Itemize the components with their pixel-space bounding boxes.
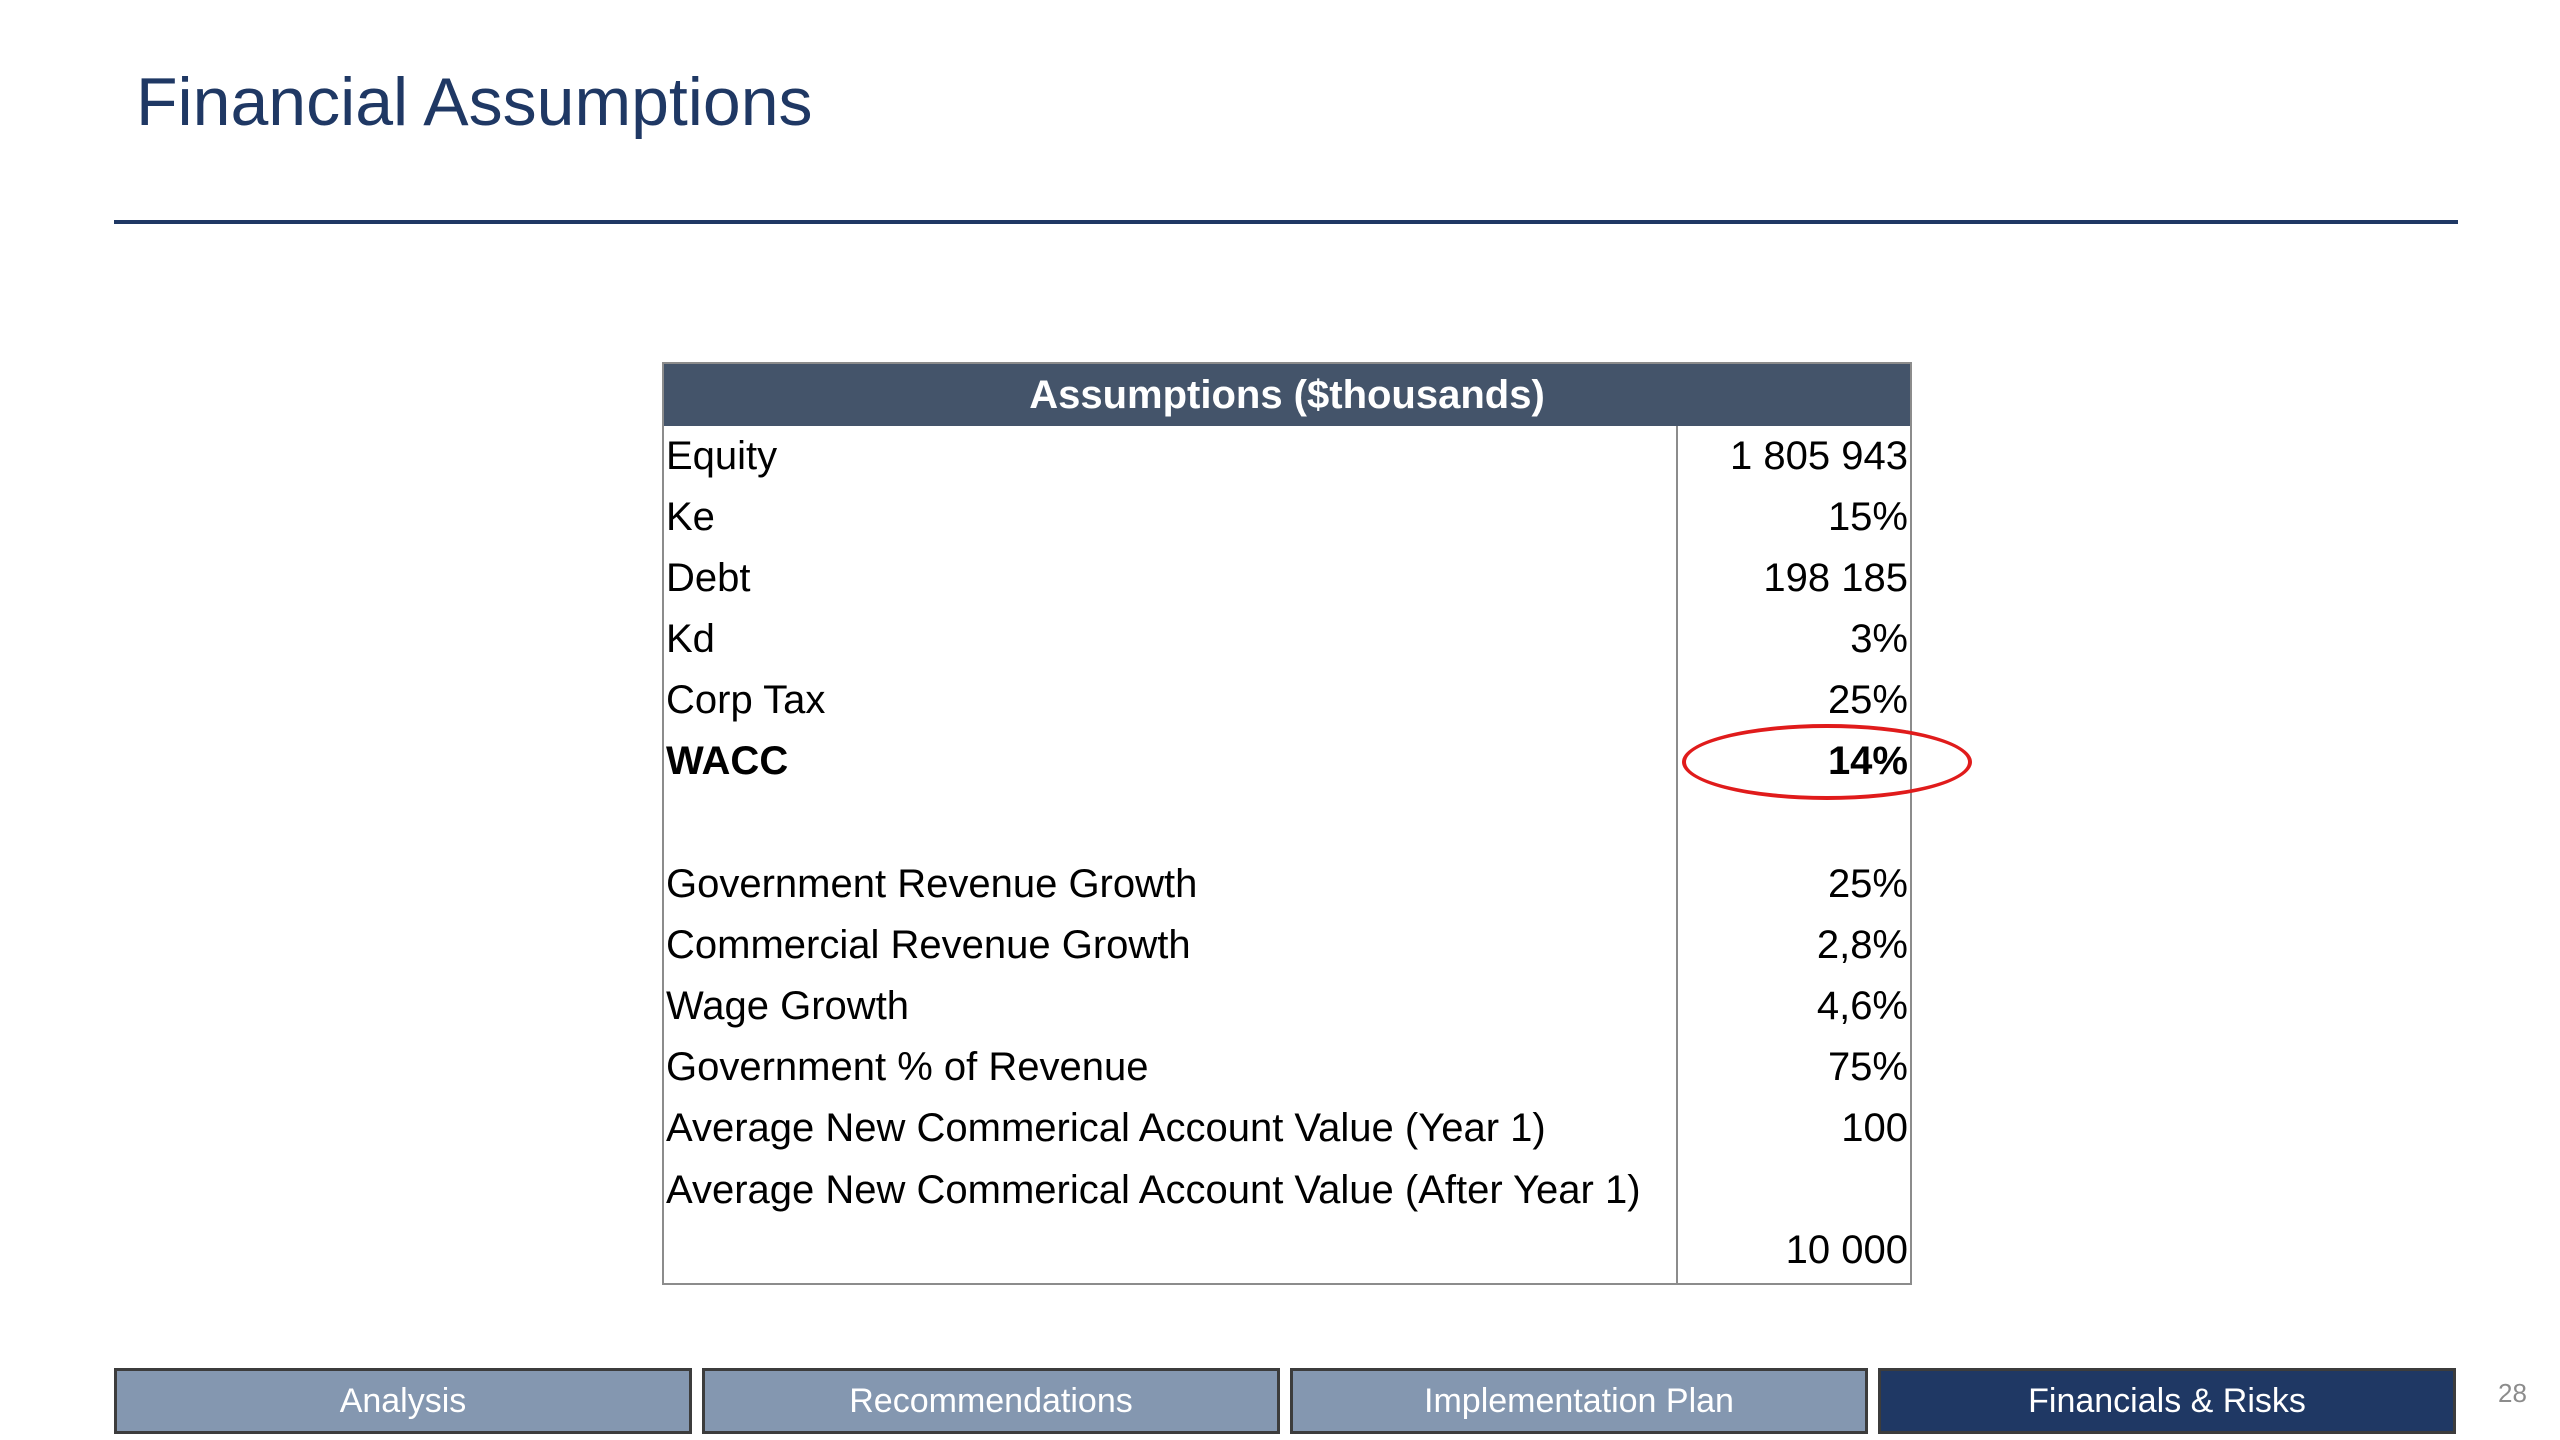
row-value: 2,8%	[1816, 923, 1908, 967]
assumptions-table	[662, 362, 1912, 1285]
slide-title: Financial Assumptions	[136, 64, 813, 140]
table-row-corp-tax	[664, 670, 1910, 731]
row-label: WACC	[666, 739, 789, 783]
table-row-spacer	[664, 792, 1910, 854]
table-row-wacc	[664, 731, 1910, 792]
table-row-wage-growth	[664, 976, 1910, 1037]
row-value: 14%	[1827, 739, 1908, 783]
tab-recommendations[interactable]: Recommendations	[702, 1368, 1280, 1434]
row-value: 3%	[1850, 617, 1908, 661]
title-divider	[114, 220, 2458, 224]
table-row-government-share	[664, 1037, 1910, 1098]
table-row-kd	[664, 609, 1910, 670]
table-row-ke	[664, 487, 1910, 548]
row-label: Equity	[666, 434, 778, 478]
row-value: 75%	[1827, 1045, 1908, 1089]
row-label: Debt	[666, 556, 751, 600]
row-label: Government % of Revenue	[666, 1045, 1149, 1089]
tab-implementation-plan[interactable]: Implementation Plan	[1290, 1368, 1868, 1434]
table-row-debt	[664, 548, 1910, 609]
row-value: 25%	[1827, 678, 1908, 722]
table-row-account-value-year1	[664, 1098, 1910, 1159]
table-row-government-revenue-growth	[664, 854, 1910, 915]
row-label: Corp Tax	[666, 678, 826, 722]
row-value: 4,6%	[1816, 984, 1908, 1028]
page-number: 28	[2498, 1378, 2527, 1408]
row-label: Average New Commerical Account Value (Year 1)	[666, 1106, 1546, 1150]
row-label: Wage Growth	[666, 984, 910, 1028]
table-body	[664, 426, 1910, 1283]
table-row-commercial-revenue-growth	[664, 915, 1910, 976]
row-value: 100	[1841, 1106, 1908, 1150]
row-value: 198 185	[1763, 556, 1908, 600]
row-label: Government Revenue Growth	[666, 862, 1198, 906]
table-row-equity	[664, 426, 1910, 487]
table-row-account-value-after-year1	[664, 1159, 1910, 1283]
row-label: Average New Commerical Account Value (After Year 1)	[666, 1168, 1641, 1212]
tab-financials-risks[interactable]: Financials & Risks	[1878, 1368, 2456, 1434]
row-value: 25%	[1827, 862, 1908, 906]
row-value: 15%	[1827, 495, 1908, 539]
row-label: Commercial Revenue Growth	[666, 923, 1191, 967]
row-label: Ke	[666, 495, 715, 539]
tab-analysis[interactable]: Analysis	[114, 1368, 692, 1434]
row-value: 10 000	[1785, 1228, 1908, 1272]
row-label: Kd	[666, 617, 715, 661]
table-header: Assumptions ($thousands)	[664, 364, 1910, 426]
section-nav	[114, 1368, 2456, 1434]
row-value: 1 805 943	[1730, 434, 1908, 478]
